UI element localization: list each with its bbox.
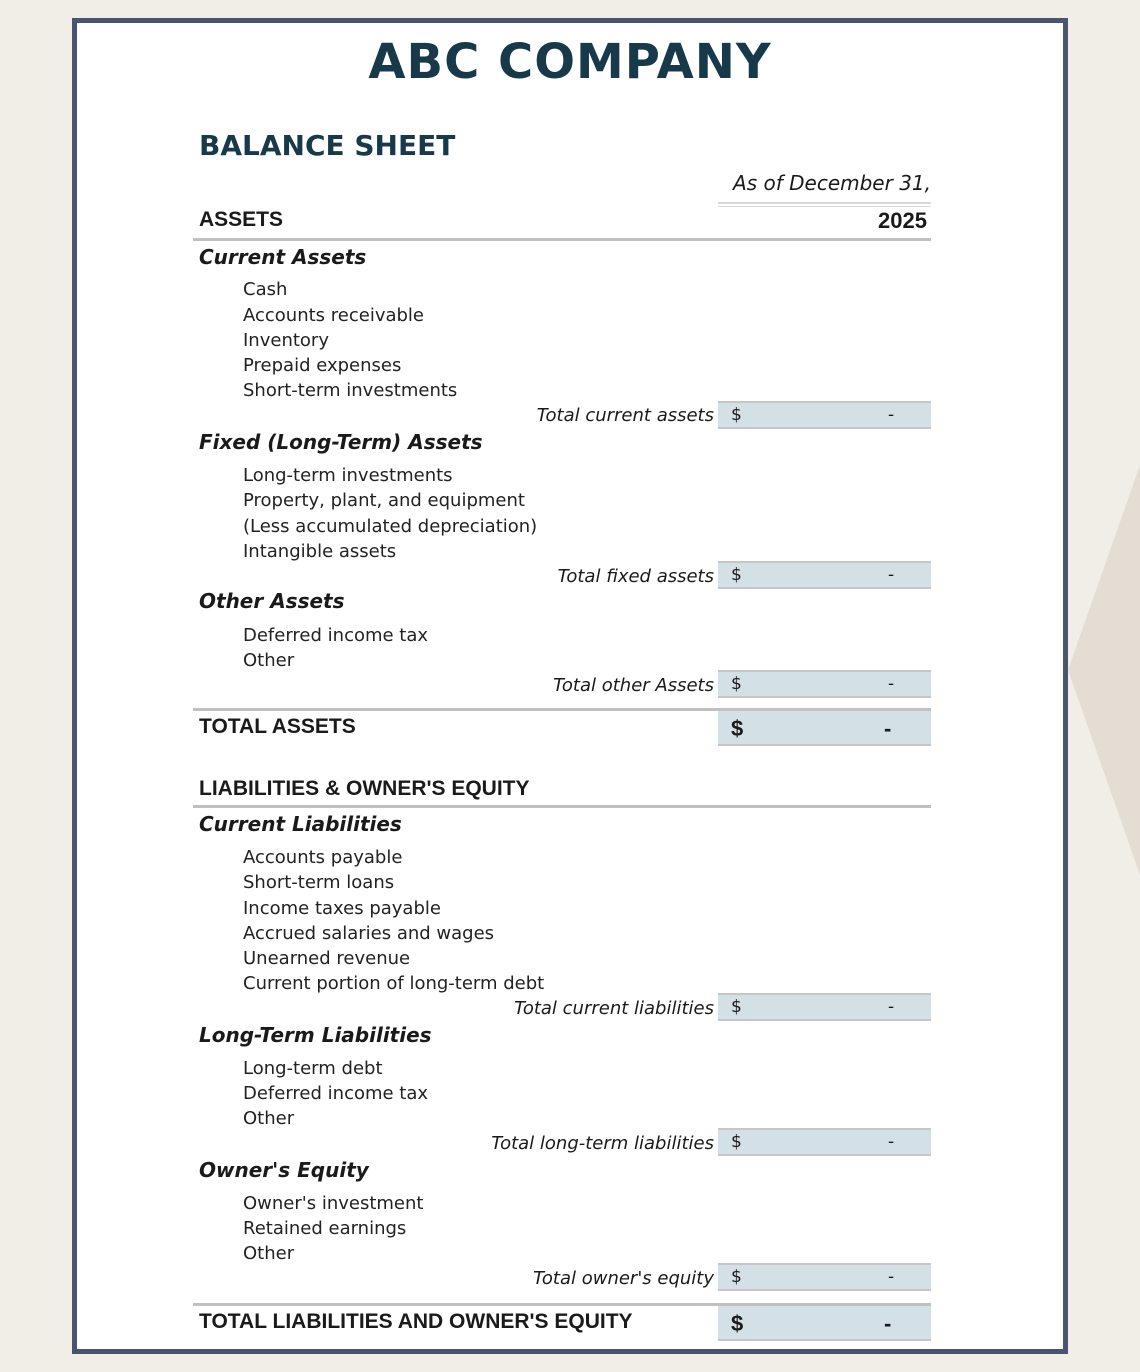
section-current-liabilities: Current Liabilities (199, 812, 402, 836)
line-item: Deferred income tax (243, 625, 429, 646)
total-liabilities-equity-label: TOTAL LIABILITIES AND OWNER'S EQUITY (199, 1310, 633, 1333)
document-title: BALANCE SHEET (199, 129, 456, 162)
total-current-assets-cell[interactable] (718, 401, 931, 429)
line-item: Deferred income tax (243, 1083, 429, 1104)
as-of-label: As of December 31, (733, 171, 931, 195)
assets-heading: ASSETS (199, 208, 284, 231)
total-assets-label: TOTAL ASSETS (199, 715, 356, 738)
total-label: Total current assets (536, 405, 714, 426)
company-name: ABC COMPANY (368, 34, 772, 90)
line-item: Prepaid expenses (243, 355, 402, 376)
line-item: Long-term debt (243, 1058, 383, 1079)
total-label: Total other Assets (553, 675, 714, 696)
line-item: (Less accumulated depreciation) (243, 516, 538, 537)
assets-rule (193, 238, 931, 241)
total-value: - (888, 674, 895, 694)
line-item: Income taxes payable (243, 898, 441, 919)
line-item: Short-term loans (243, 872, 395, 893)
year-header: 2025 (878, 208, 927, 233)
total-value: - (888, 1267, 895, 1287)
currency-symbol: $ (731, 716, 744, 741)
liabilities-heading: LIABILITIES & OWNER'S EQUITY (199, 777, 530, 800)
currency-symbol: $ (731, 1267, 742, 1287)
line-item: Other (243, 1108, 295, 1129)
line-item: Inventory (243, 330, 329, 351)
total-liabilities-rule (193, 1303, 718, 1306)
line-item: Property, plant, and equipment (243, 490, 525, 511)
total-value: - (888, 565, 895, 585)
total-other-assets-cell[interactable] (718, 670, 931, 698)
total-value: - (884, 1311, 892, 1336)
total-fixed-assets-cell[interactable] (718, 561, 931, 589)
total-value: - (888, 997, 895, 1017)
line-item: Unearned revenue (243, 948, 411, 969)
line-item: Other (243, 650, 295, 671)
line-item: Long-term investments (243, 465, 453, 486)
total-assets-rule (193, 708, 718, 711)
line-item: Other (243, 1243, 295, 1264)
total-assets-cell[interactable] (718, 708, 931, 746)
total-current-liabilities-cell[interactable] (718, 993, 931, 1021)
total-label: Total current liabilities (514, 998, 714, 1019)
section-other-assets: Other Assets (199, 589, 345, 613)
currency-symbol: $ (731, 997, 742, 1017)
total-label: Total long-term liabilities (491, 1133, 714, 1154)
line-item: Short-term investments (243, 380, 458, 401)
double-rule-top (718, 202, 931, 204)
currency-symbol: $ (731, 1132, 742, 1152)
line-item: Retained earnings (243, 1218, 407, 1239)
line-item: Intangible assets (243, 541, 397, 562)
total-owners-equity-cell[interactable] (718, 1263, 931, 1291)
liabilities-rule (193, 805, 931, 808)
total-long-term-liabilities-cell[interactable] (718, 1128, 931, 1156)
line-item: Accrued salaries and wages (243, 923, 495, 944)
total-value: - (884, 716, 892, 741)
line-item: Accounts receivable (243, 305, 425, 326)
section-fixed-assets: Fixed (Long-Term) Assets (199, 430, 483, 454)
total-liabilities-equity-cell[interactable] (718, 1303, 931, 1341)
total-value: - (888, 1132, 895, 1152)
total-value: - (888, 405, 895, 425)
line-item: Cash (243, 279, 288, 300)
total-label: Total owner's equity (533, 1268, 714, 1289)
section-long-term-liabilities: Long-Term Liabilities (199, 1023, 432, 1047)
section-owners-equity: Owner's Equity (199, 1158, 369, 1182)
section-current-assets: Current Assets (199, 245, 367, 269)
total-label: Total fixed assets (557, 566, 714, 587)
line-item: Current portion of long-term debt (243, 973, 545, 994)
currency-symbol: $ (731, 405, 742, 425)
line-item: Owner's investment (243, 1193, 424, 1214)
line-item: Accounts payable (243, 847, 403, 868)
currency-symbol: $ (731, 565, 742, 585)
background-decoration (1068, 465, 1140, 875)
currency-symbol: $ (731, 674, 742, 694)
currency-symbol: $ (731, 1311, 744, 1336)
double-rule-bottom (718, 206, 931, 207)
